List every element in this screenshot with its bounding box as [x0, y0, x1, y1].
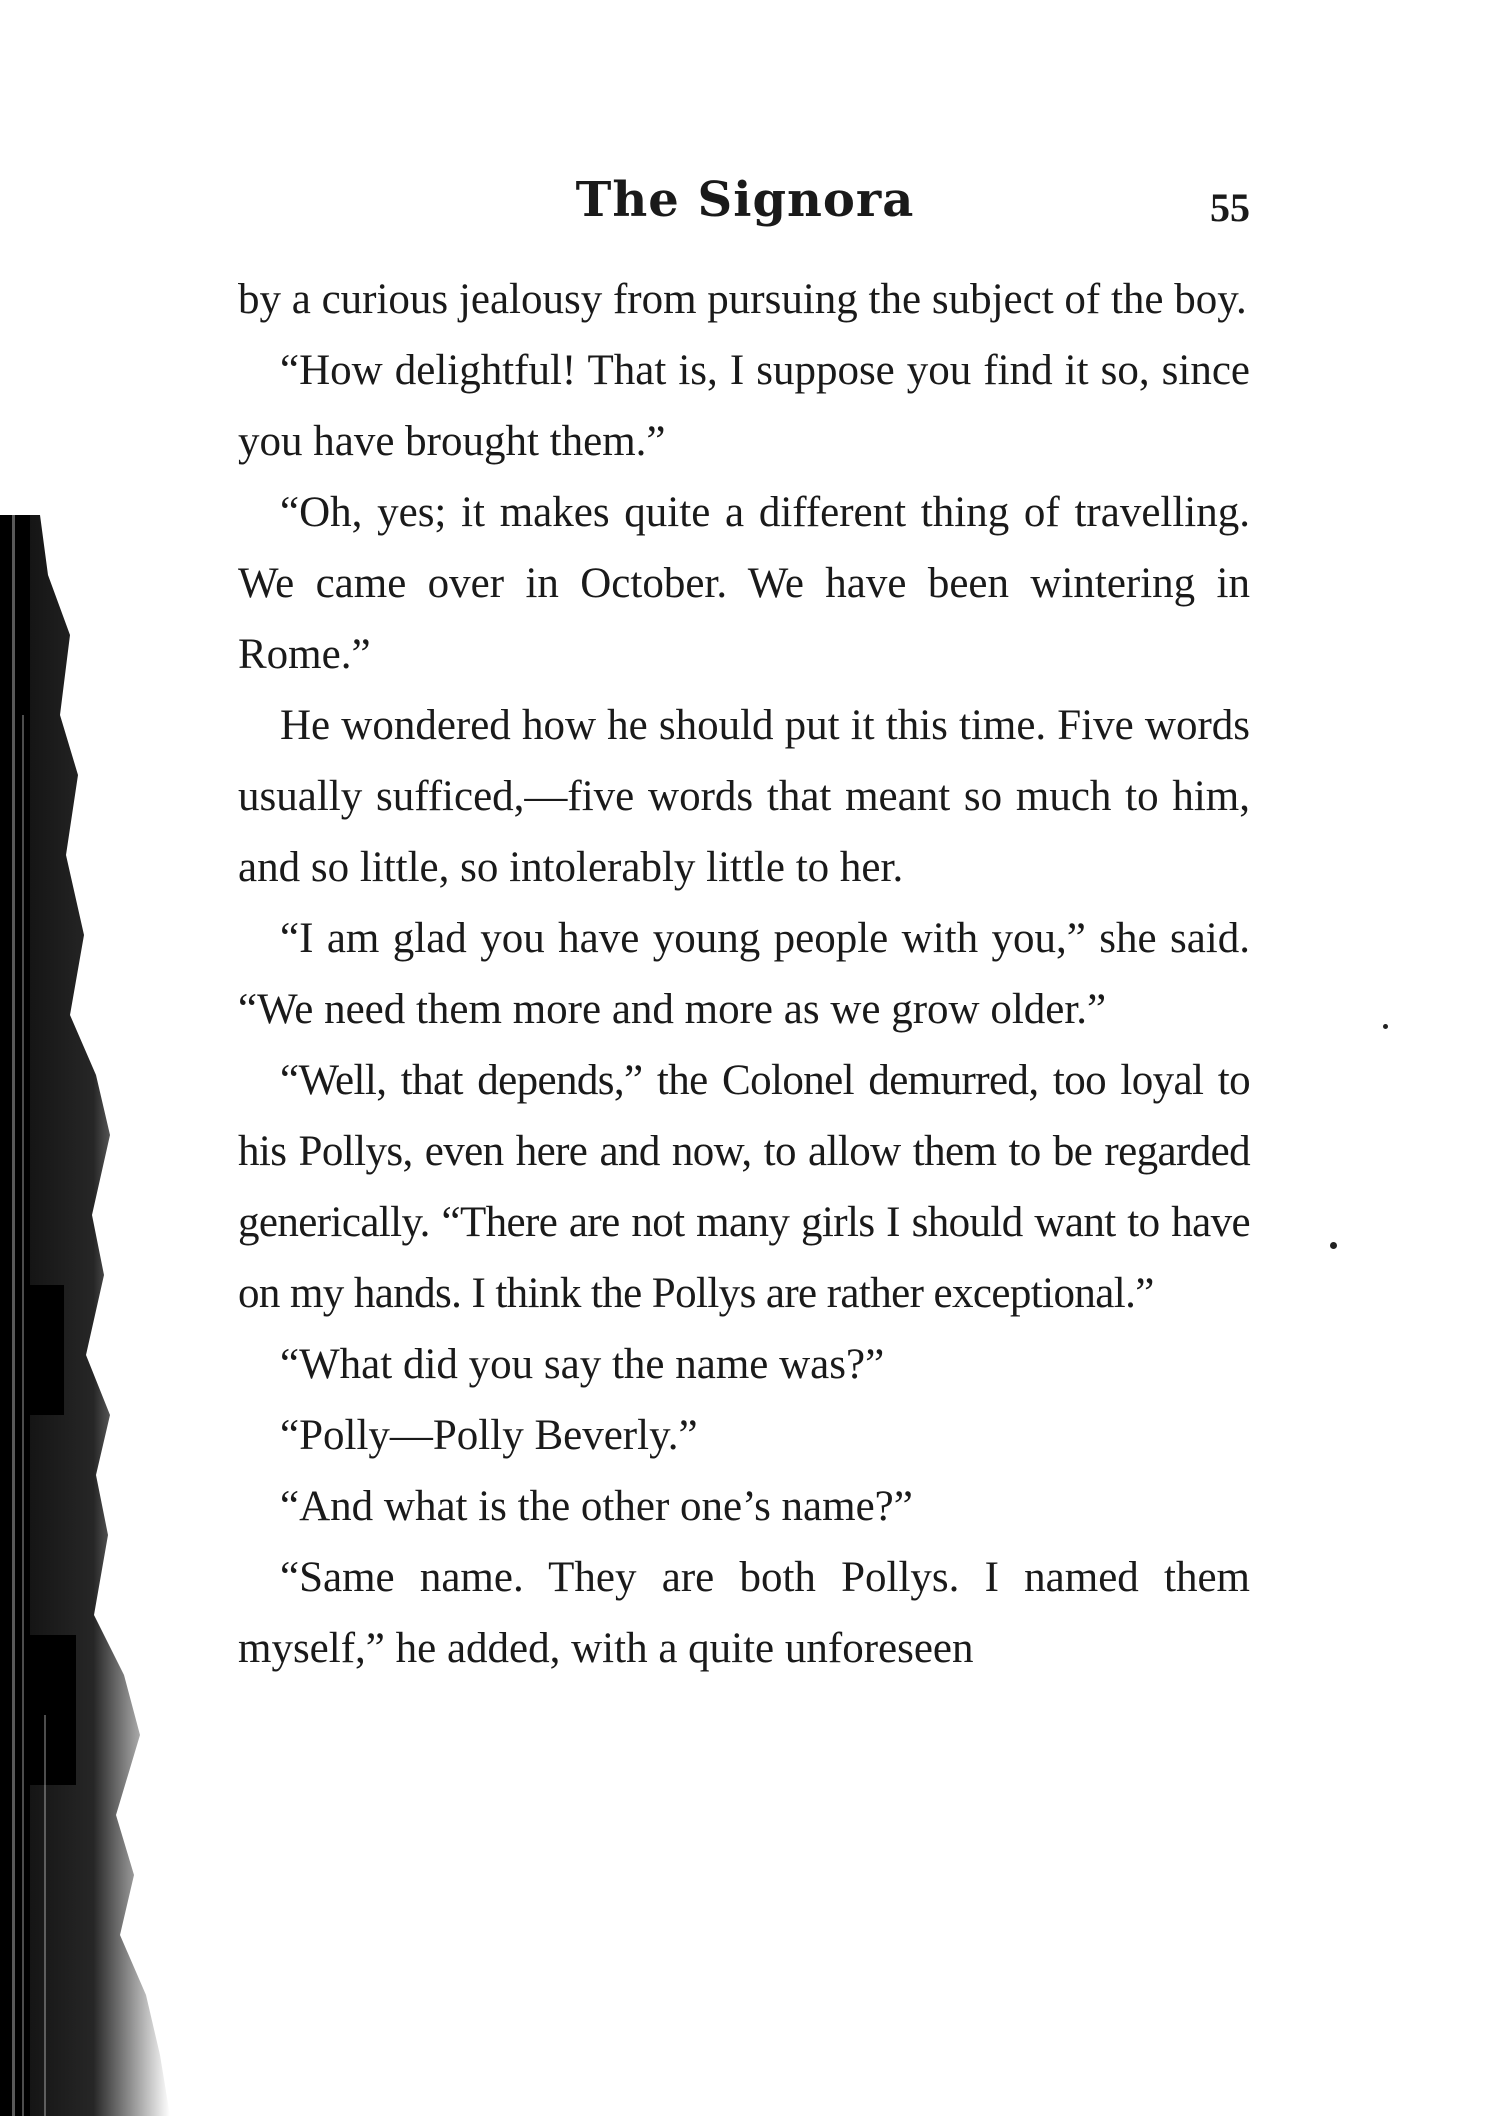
- paragraph-9: “And what is the other one’s name?”: [280, 1483, 913, 1530]
- running-head: [240, 170, 1250, 240]
- paragraph-7: “What did you say the name was?”: [280, 1341, 885, 1388]
- paragraph-2: “How delightful! That is, I suppose you find it so, since you have brought them.”: [238, 347, 1250, 465]
- scan-speck: [1330, 1242, 1337, 1249]
- paragraph-10: “Same name. They are both Pollys. I named them myself,” he added, with a quite unforeseen: [238, 1554, 1250, 1672]
- paragraph-6: “Well, that depends,” the Colonel demurred, too loyal to his Pollys, even here and now, to allow them to be regarded generically. “There are not many girls I should want to have on my hands. I think the Pollys are rather exceptional.”: [238, 1057, 1250, 1317]
- paragraph-5: “I am glad you have young people with you,” she said. “We need them more and more as we grow older.”: [238, 915, 1250, 1033]
- running-title: The Signora: [575, 172, 915, 228]
- paragraph-3: “Oh, yes; it makes quite a different thing of travelling. We came over in October. We have been wintering in Rome.”: [238, 489, 1250, 678]
- page-number: 55: [1210, 185, 1250, 230]
- paragraph-8: “Polly—Polly Beverly.”: [280, 1412, 698, 1459]
- body-text: [238, 264, 1250, 1684]
- scan-speck: [1383, 1024, 1388, 1029]
- scan-shadow-edge: [0, 515, 200, 2116]
- paragraph-4: He wondered how he should put it this time. Five words usually sufficed,—five words that meant so much to him, and so little, so intolerably little to her.: [238, 702, 1250, 891]
- paragraph-1: by a curious jealousy from pursuing the subject of the boy.: [238, 276, 1247, 323]
